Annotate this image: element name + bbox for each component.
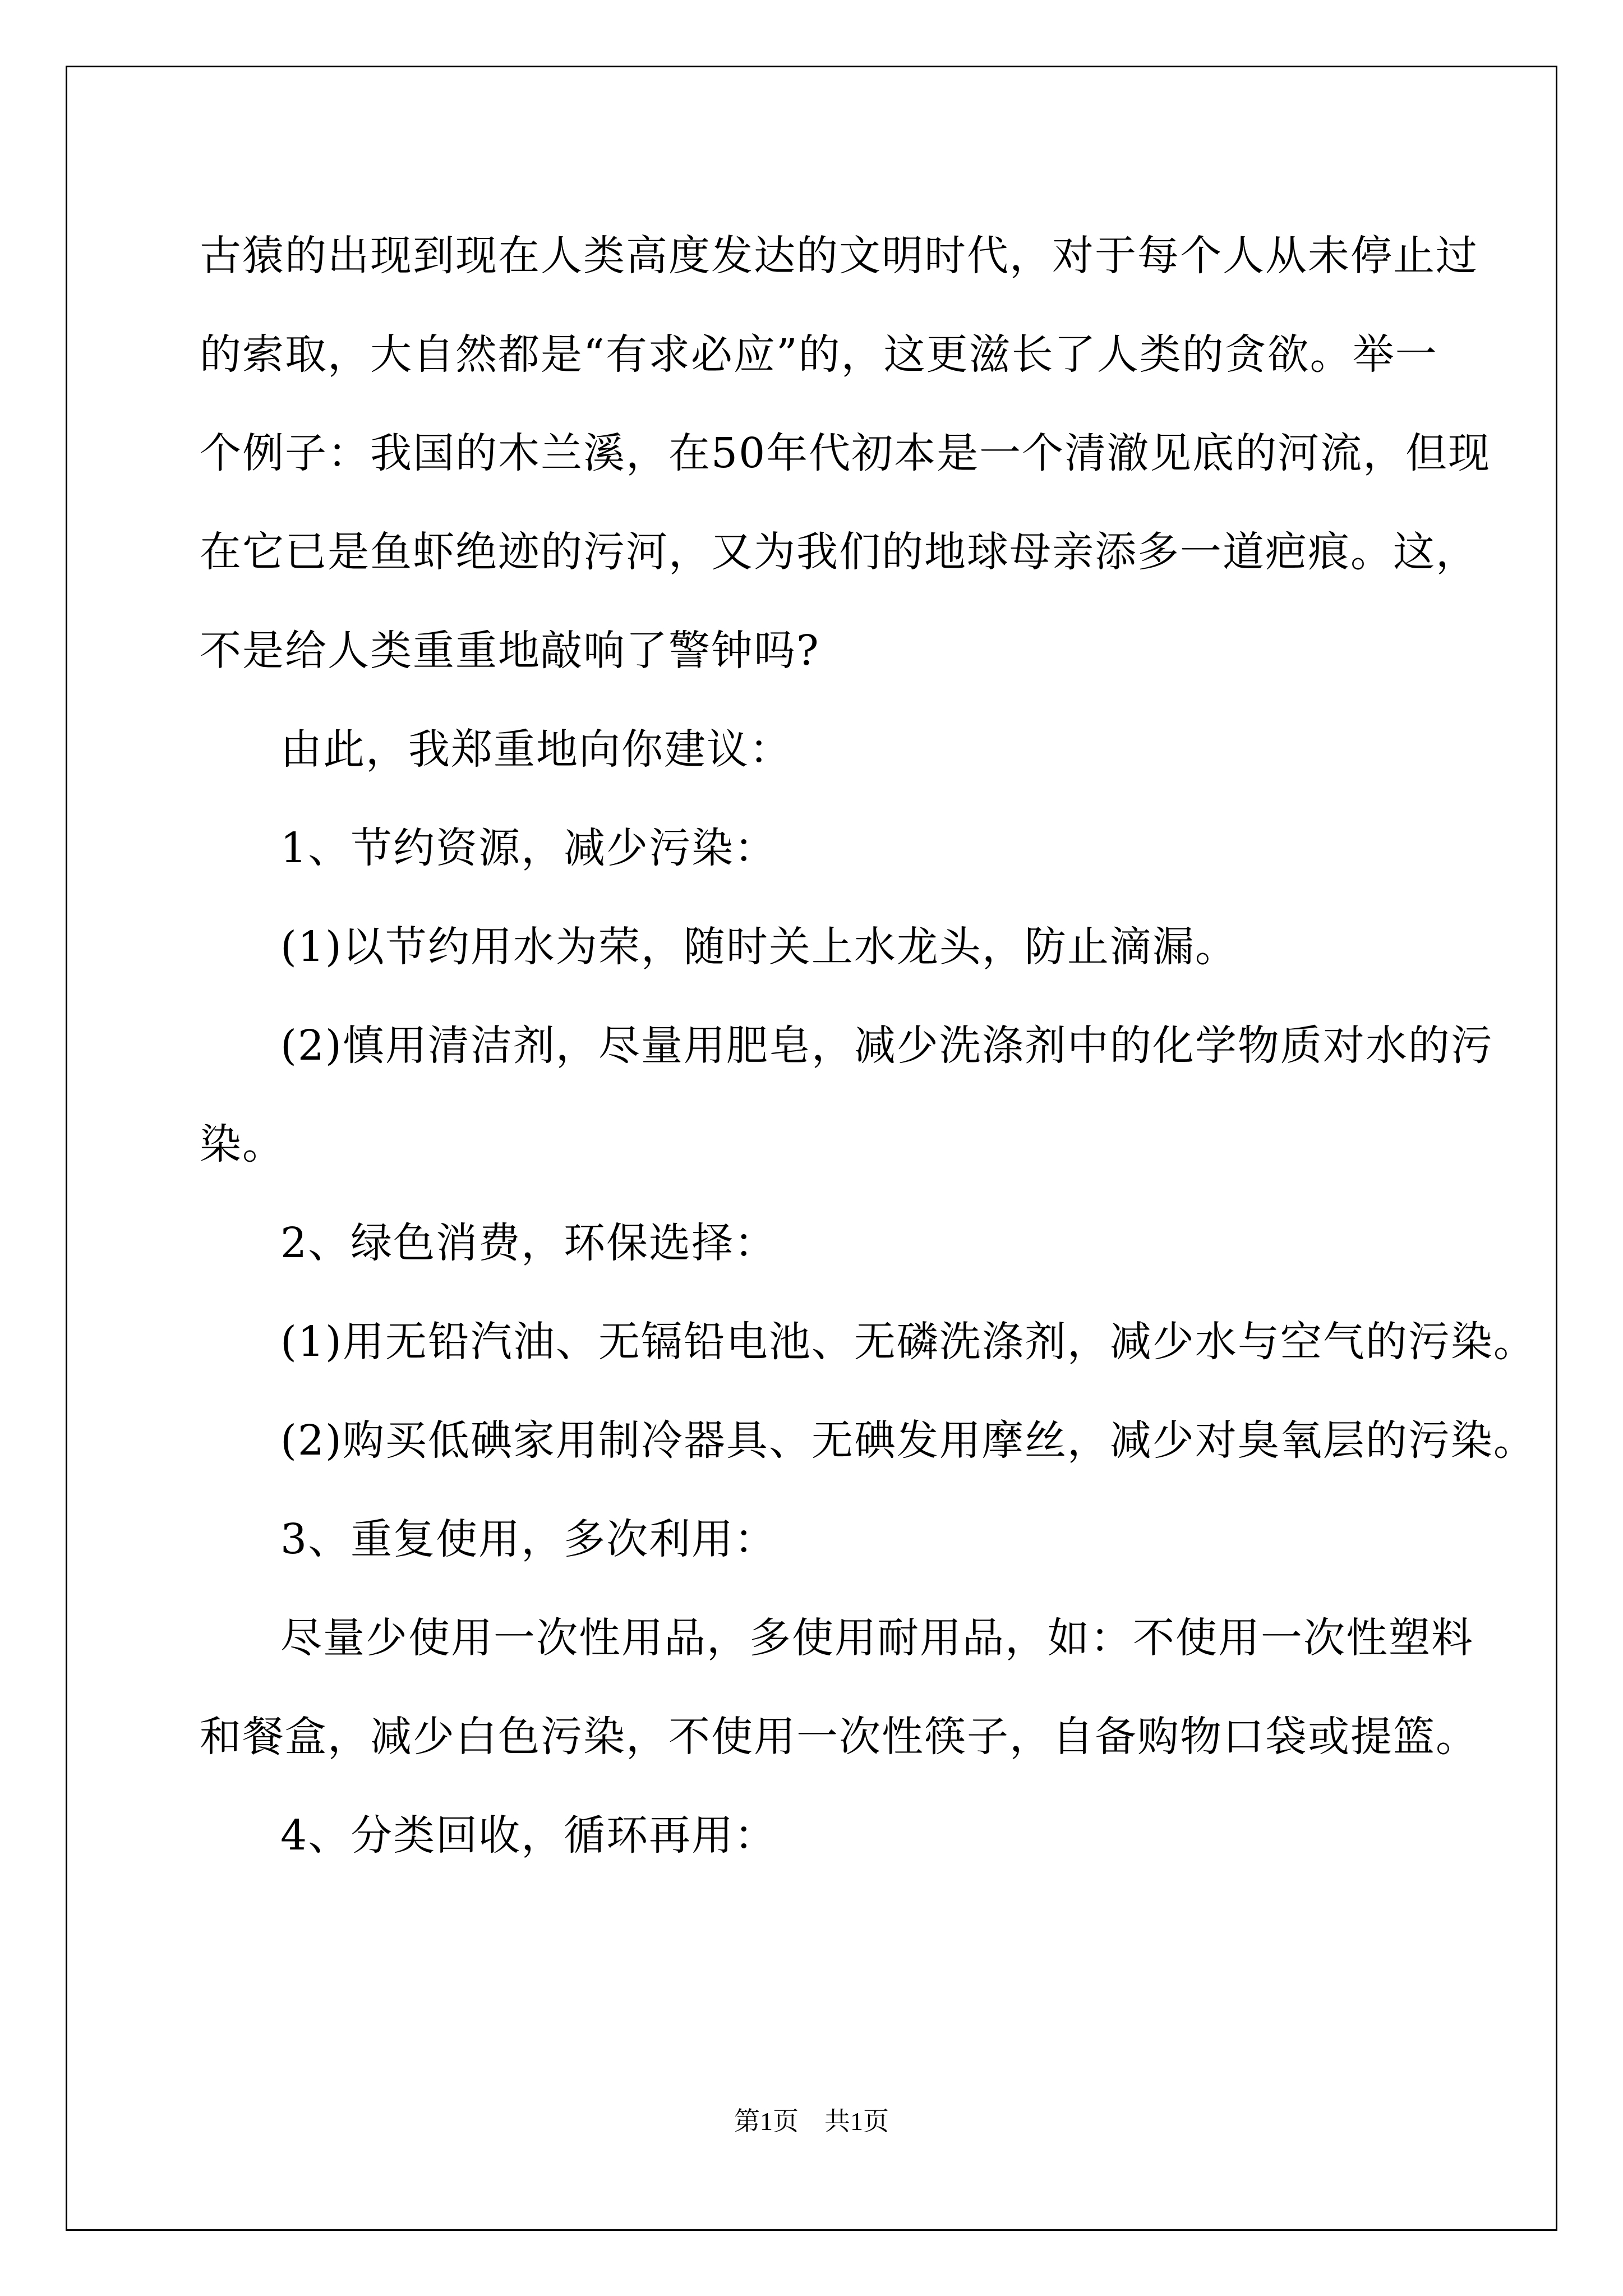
text-line-14: 3、重复使用，多次利用： — [280, 1515, 777, 1563]
text-line-7: 1、节约资源，减少污染： — [280, 824, 777, 872]
text-line-4: 在它已是鱼虾绝迹的污河，又为我们的地球母亲添多一道疤痕。这， — [200, 528, 1478, 576]
text-line-12: (1)用无铅汽油、无镉铅电池、无磷洗涤剂，减少水与空气的污染。 — [280, 1318, 1536, 1366]
text-line-6: 由此，我郑重地向你建议： — [280, 725, 792, 774]
text-line-2: 的索取，大自然都是“有求必应”的，这更滋长了人类的贪欲。举一 — [200, 330, 1438, 379]
text-line-8: (1)以节约用水为荣，随时关上水龙头，防止滴漏。 — [280, 923, 1238, 971]
text-line-16: 和餐盒，减少白色污染，不使用一次性筷子，自备购物口袋或提篮。 — [200, 1713, 1478, 1761]
text-line-15: 尽量少使用一次性用品，多使用耐用品，如：不使用一次性塑料 — [280, 1614, 1474, 1662]
text-line-9: (2)慎用清洁剂，尽量用肥皂，减少洗涤剂中的化学物质对水的污 — [280, 1022, 1493, 1070]
page-footer: 第1页 共1页 — [734, 2107, 889, 2136]
text-line-10: 染。 — [200, 1120, 285, 1168]
text-line-3: 个例子：我国的木兰溪，在50年代初本是一个清澈见底的河流，但现 — [200, 429, 1491, 477]
text-line-17: 4、分类回收，循环再用： — [280, 1811, 777, 1860]
text-line-11: 2、绿色消费，环保选择： — [280, 1219, 777, 1267]
text-line-5: 不是给人类重重地敲响了警钟吗? — [200, 627, 820, 675]
text-line-1: 古猿的出现到现在人类高度发达的文明时代，对于每个人从未停止过 — [200, 232, 1478, 280]
text-line-13: (2)购买低碘家用制冷器具、无碘发用摩丝，减少对臭氧层的污染。 — [280, 1416, 1536, 1465]
